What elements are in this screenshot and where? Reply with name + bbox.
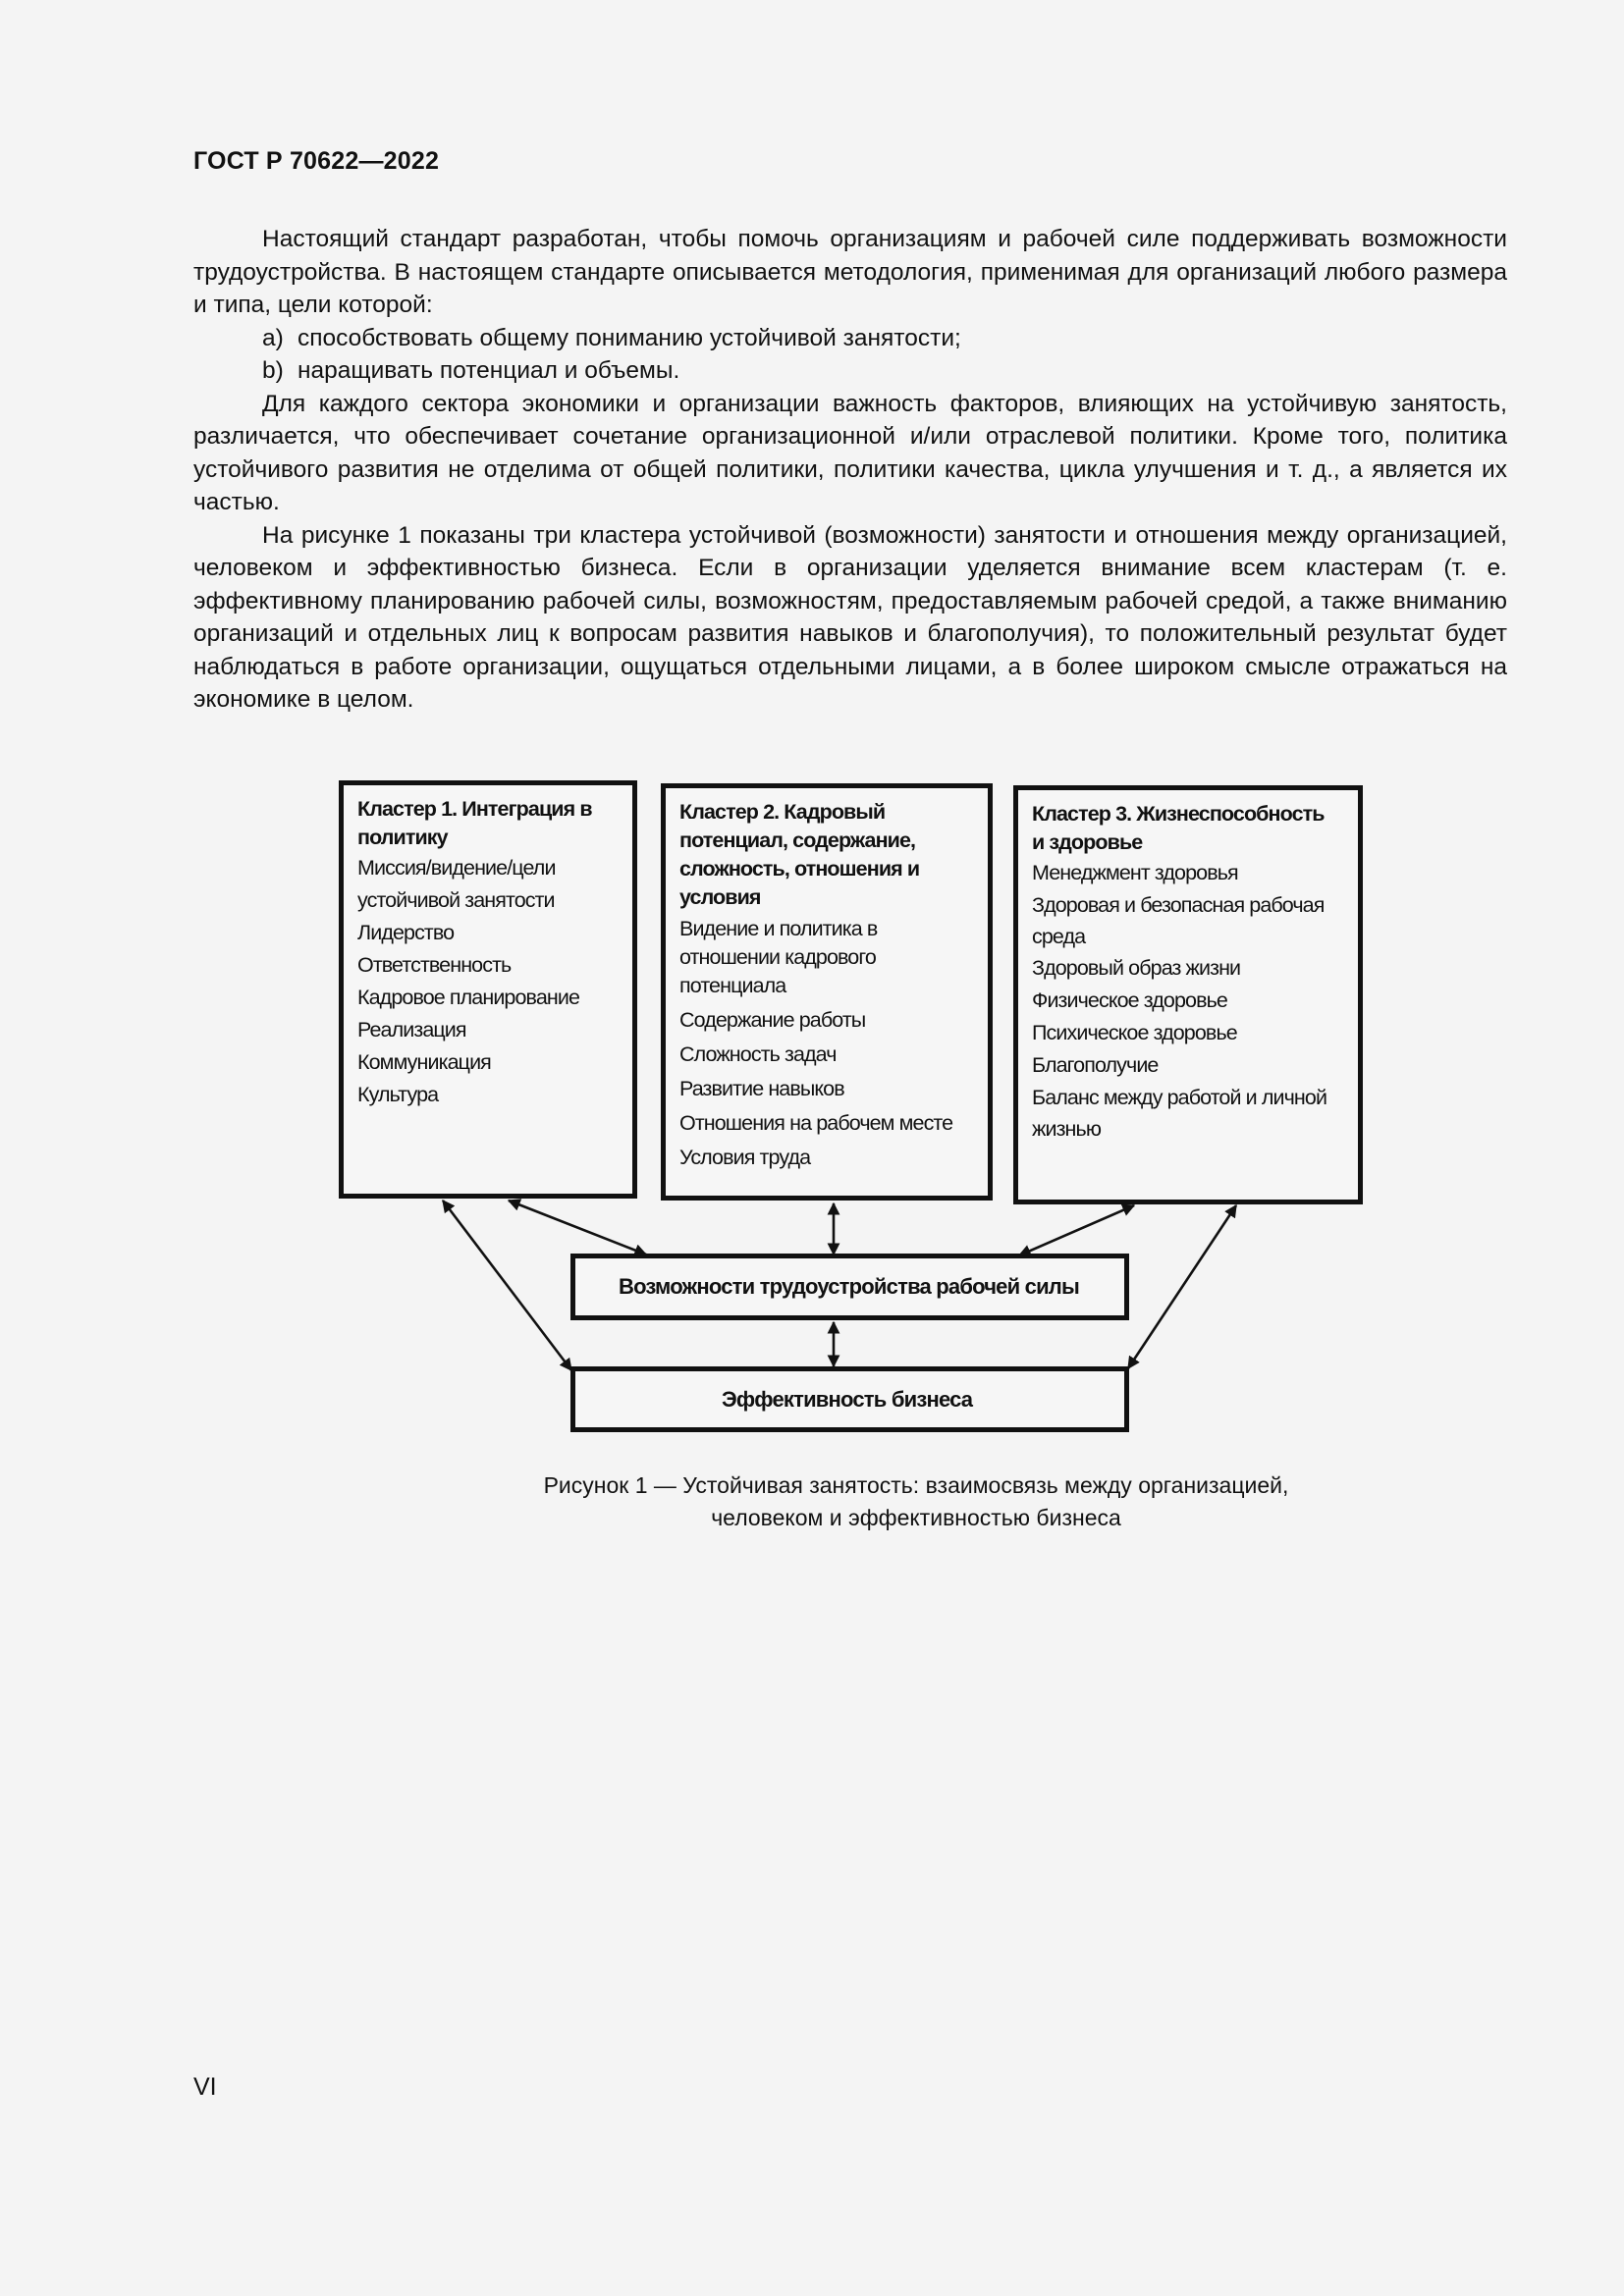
arrow-cluster1-business: [443, 1201, 571, 1370]
list-marker: b): [262, 357, 284, 384]
list-text: наращивать потенциал и объемы.: [298, 357, 680, 384]
cluster-3-title: Кластер 3. Жизнеспособность и здоровье: [1032, 802, 1325, 854]
cluster-3-item: Благополучие: [1032, 1053, 1159, 1077]
cluster-1-item: Реализация: [357, 1018, 466, 1041]
paragraph-intro: Настоящий стандарт разработан, чтобы помочь организациям и рабочей силе поддерживать возможности трудоустройства. В настоящем стандарте описывается методология, применимая для организаций любого размера и типа, цели которой:: [193, 226, 1507, 318]
cluster-1-item: Культура: [357, 1083, 439, 1106]
cluster-3-item: Менеджмент здоровья: [1032, 861, 1238, 884]
cluster-1-item: Кадровое планирование: [357, 986, 580, 1009]
cluster-2-item: Условия труда: [679, 1146, 811, 1169]
cluster-2-item: Видение и политика в отношении кадрового потенциала: [679, 917, 878, 997]
cluster-3-item: Здоровая и безопасная рабочая среда: [1032, 893, 1325, 948]
employability-label: Возможности трудоустройства рабочей силы: [619, 1274, 1079, 1299]
cluster-2-title: Кластер 2. Кадровый потенциал, содержание, сложность, отношения и условия: [679, 800, 920, 909]
cluster-1-item: Лидерство: [357, 921, 455, 944]
cluster-3-item: Здоровый образ жизни: [1032, 956, 1241, 980]
arrow-cluster3-employability: [1019, 1205, 1134, 1255]
paragraph-factors: Для каждого сектора экономики и организации важность факторов, влияющих на устойчивую занятость, различается, что обеспечивает сочетание организационной и/или отраслевой политики. Кроме того, политика устойчивого развития не отделима от общей политики, политики качества, цикла улучшения и т. д., а является их частью.: [193, 390, 1507, 515]
cluster-2-item: Сложность задач: [679, 1042, 837, 1066]
cluster-2-item: Содержание работы: [679, 1008, 866, 1032]
arrow-cluster3-business: [1128, 1205, 1236, 1368]
cluster-2-item: Развитие навыков: [679, 1077, 844, 1100]
cluster-1-item: Коммуникация: [357, 1050, 491, 1074]
paragraph-figure-ref: На рисунке 1 показаны три кластера устойчивой (возможности) занятости и отношения между организацией, человеком и эффективностью бизнеса. Если в организации уделяется внимание всем кластерам (т. е. эффективному планированию рабочей силы, возможностям, предоставляемым рабочей средой, а также вниманию организаций и отдельных лиц к вопросам развития навыков и благополучия), то положительный результат будет наблюдаться в работе организации, ощущаться отдельными лицами, а в более широком смысле отражаться на экономике в целом.: [193, 521, 1507, 713]
list-marker: a): [262, 324, 284, 351]
cluster-3-item: Баланс между работой и личной жизнью: [1032, 1086, 1327, 1141]
list-text: способствовать общему пониманию устойчивой занятости;: [298, 324, 961, 351]
cluster-1-item: Миссия/видение/цели устойчивой занятости: [357, 856, 556, 912]
document-code: ГОСТ Р 70622—2022: [193, 147, 440, 175]
business-effectiveness-label: Эффективность бизнеса: [722, 1386, 973, 1412]
cluster-1-title: Кластер 1. Интеграция в политику: [357, 797, 592, 849]
cluster-3-item: Физическое здоровье: [1032, 988, 1227, 1012]
page-number: VI: [193, 2073, 217, 2101]
cluster-2-item: Отношения на рабочем месте: [679, 1111, 953, 1135]
cluster-1-item: Ответственность: [357, 953, 512, 977]
cluster-3-item: Психическое здоровье: [1032, 1021, 1237, 1044]
figure-caption: Рисунок 1 — Устойчивая занятость: взаимосвязь между организацией, человеком и эффективностью бизнеса: [543, 1472, 1289, 1530]
arrow-cluster1-employability: [509, 1201, 646, 1255]
